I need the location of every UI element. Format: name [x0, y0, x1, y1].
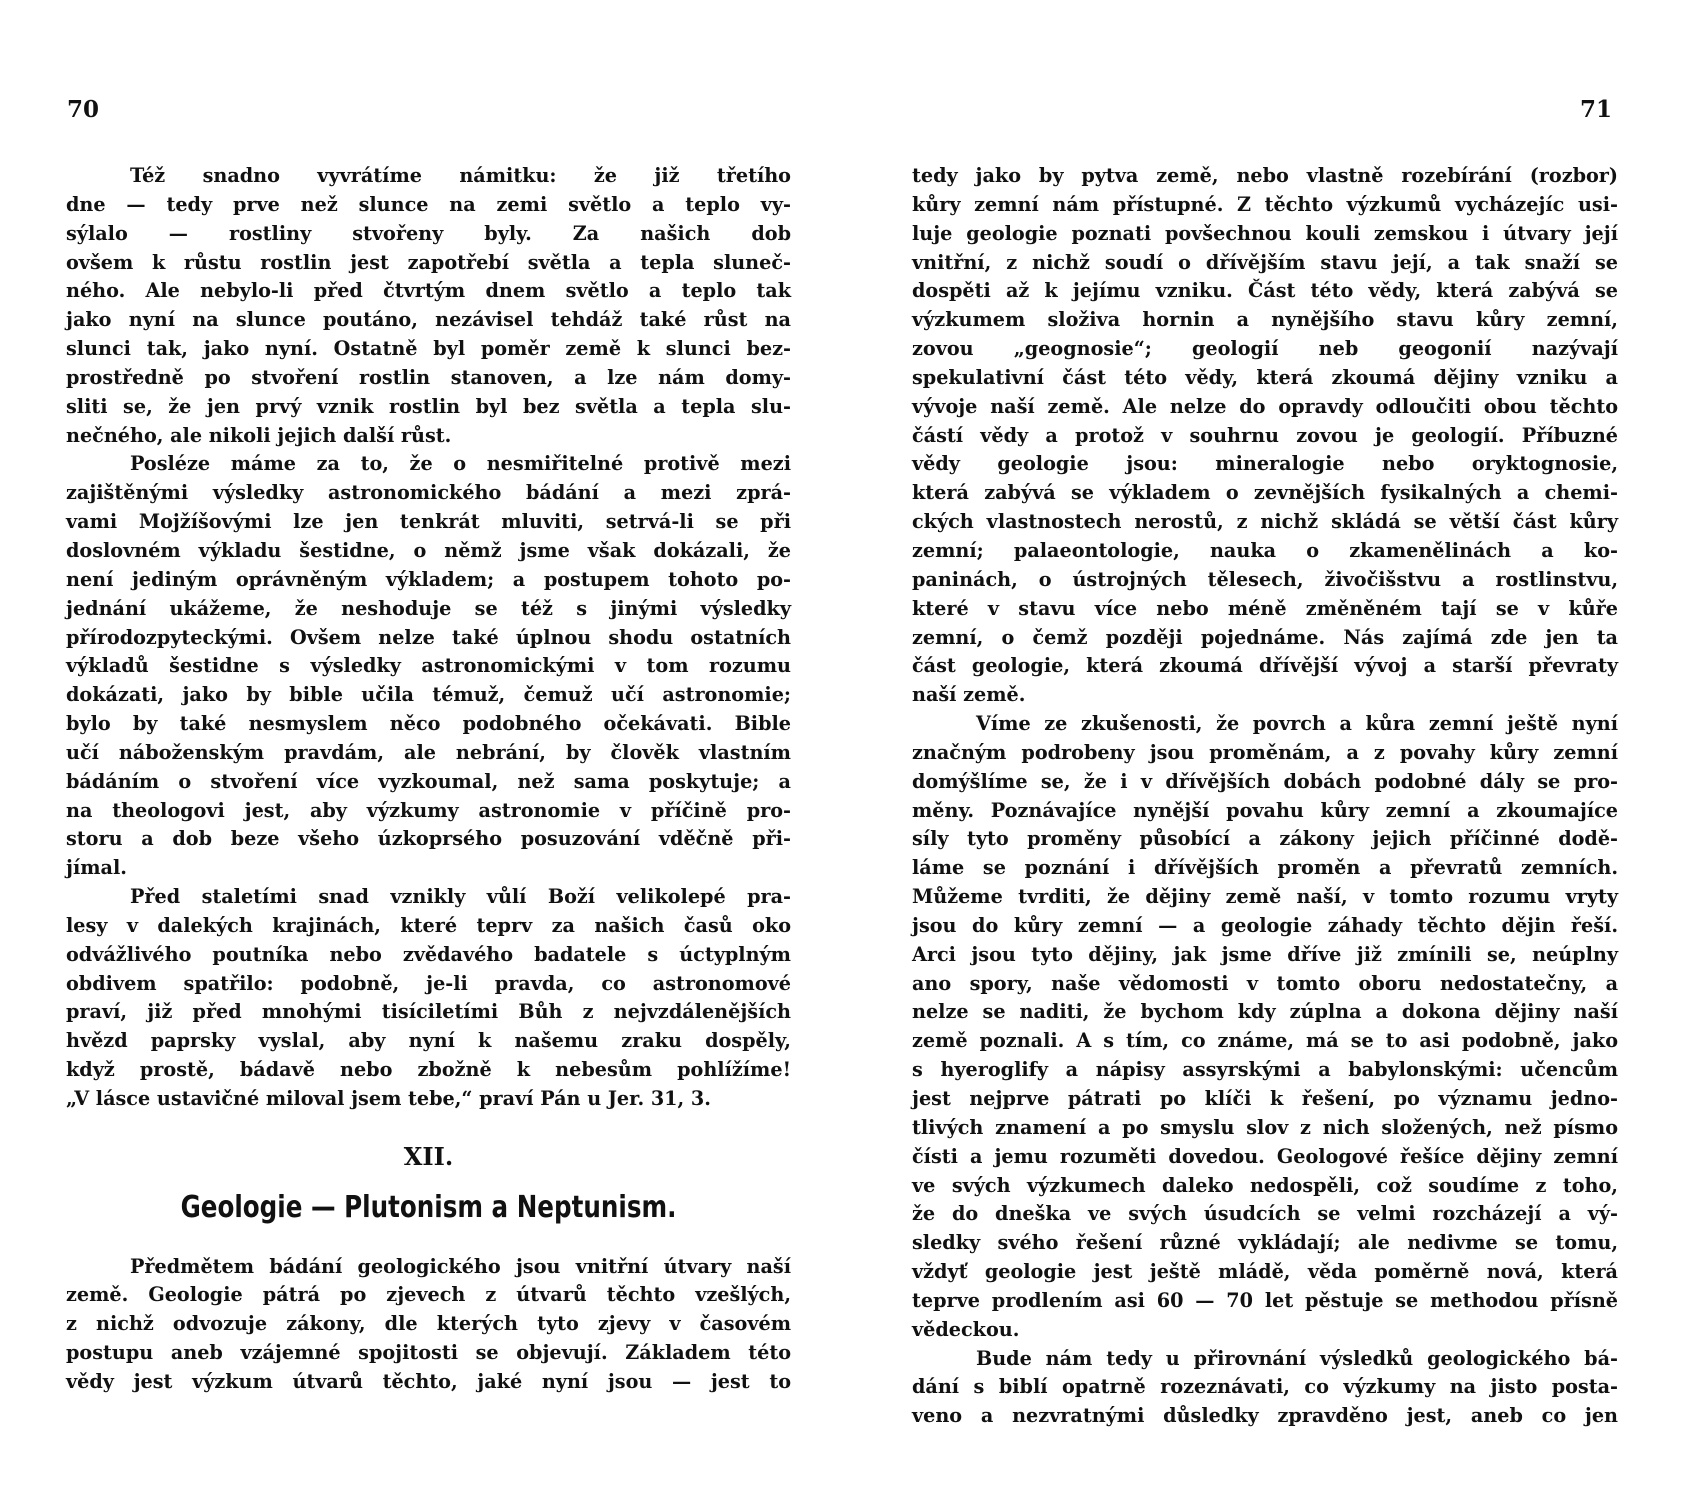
text-line: veno a nezvratnými důsledky zpravděno jest, aneb co jen [912, 1404, 1618, 1428]
text-line: Můžeme tvrditi, že dějiny země naší, v tomto rozumu vryty [912, 885, 1618, 909]
text-line: ve svých výzkumech daleko nedospěli, což soudíme z toho, [912, 1173, 1618, 1197]
text-line: dání s biblí opatrně rozeznávati, co výzkumy na jisto posta- [912, 1375, 1618, 1399]
text-line: naší země. [912, 683, 1026, 707]
text-line: značným podrobeny jsou proměnám, a z povahy kůry zemní [912, 740, 1618, 764]
page-number-left: 70 [67, 96, 100, 123]
text-line: dokázati, jako by bible učila témuž, čemuž učí astronomie; [66, 683, 791, 707]
left-page-column [66, 162, 791, 1397]
text-line: obdivem spatřilo: podobně, je-li pravda, co astronomové [66, 971, 791, 995]
text-line: s hyeroglify a nápisy assyrskými a babylonskými: učencům [912, 1058, 1618, 1082]
text-line: postupu aneb vzájemné spojitosti se objevují. Základem této [66, 1341, 791, 1365]
text-line: měny. Poznávajíce nynější povahu kůry zemní a zkoumajíce [912, 798, 1618, 822]
text-line: čísti a jemu rozuměti dovedou. Geologové řešíce dějiny zemní [912, 1144, 1618, 1168]
text-line: luje geologie poznati povšechnou kouli zemskou i útvary její [912, 221, 1618, 245]
text-line: láme se poznání i dřívějších proměn a převratů zemních. [912, 856, 1618, 880]
text-line: kůry zemní nám přístupné. Z těchto výzkumů vycházejíc usi- [912, 192, 1618, 216]
text-line: země poznali. A s tím, co známe, má se to asi podobně, jako [912, 1029, 1618, 1053]
text-line: které v stavu více nebo méně změněném tají se v kůře [912, 596, 1618, 620]
text-line: paninách, o ústrojných tělesech, živočišstvu a rostlinstvu, [912, 567, 1618, 591]
text-line: doslovném výkladu šestidne, o němž jsme však dokázali, že [66, 538, 791, 562]
text-line: část geologie, která zkoumá dřívější vývoj a starší převraty [912, 654, 1618, 678]
text-line: ného. Ale nebylo-li před čtvrtým dnem světlo a teplo tak [66, 279, 791, 303]
text-line: prostředně po stvoření rostlin stanoven, a lze nám domy- [66, 365, 791, 389]
text-line: praví, již před mnohými tisíciletími Bůh z nejvzdálenějších [66, 1000, 791, 1024]
text-line: vždyť geologie jest ještě mládě, věda poměrně nová, která [912, 1260, 1618, 1284]
text-line: nečného, ale nikoli jejich další růst. [66, 423, 452, 447]
text-line: spekulativní část této vědy, která zkoumá dějiny vzniku a [912, 365, 1618, 389]
text-line: ano spory, naše vědomosti v tomto oboru nedostatečny, a [912, 971, 1618, 995]
text-line: vami Mojžíšovými lze jen tenkrát mluviti, setrvá-li se při [66, 510, 791, 534]
text-line: síly tyto proměny působící a zákony jejich příčinné dodě- [912, 827, 1618, 851]
text-line: jako nyní na slunce poutáno, nezávisel tehdáž také růst na [66, 308, 791, 332]
text-line: odvážlivého poutníka nebo zvědavého badatele s úctyplným [66, 942, 791, 966]
text-line: lesy v dalekých krajinách, které teprv za našich časů oko [66, 913, 791, 937]
text-line: dospěti až k jejímu vzniku. Část této vědy, která zabývá se [912, 279, 1618, 303]
paragraph [912, 710, 1618, 1345]
text-line: nelze se naditi, že bychom kdy zúplna a dokona dějiny naší [912, 1000, 1618, 1024]
text-line: zajištěnými výsledky astronomického bádání a mezi zprá- [66, 481, 791, 505]
text-line: vědy geologie jsou: mineralogie nebo oryktognosie, [912, 452, 1618, 476]
text-line: jímal. [66, 856, 127, 880]
text-line: domýšlíme se, že i v dřívějších dobách podobné dály se pro- [912, 769, 1618, 793]
text-line: Též snadno vyvrátíme námitku: že již třetího [130, 164, 791, 187]
text-line: vnitřní, z nichž soudí o dřívějším stavu její, a tak snaží se [912, 250, 1618, 274]
text-line: Posléze máme za to, že o nesmiřitelné protivě mezi [130, 452, 791, 476]
text-line: zovou „geognosie“; geologií neb geogonií nazývají [912, 337, 1618, 361]
text-line: jsou do kůry zemní — a geologie záhady těchto dějin řeší. [912, 913, 1618, 937]
text-line: jednání ukážeme, že neshoduje se též s jinými výsledky [66, 596, 791, 620]
text-line: výzkumem složiva hornin a nynějšího stavu kůry zemní, [912, 308, 1618, 332]
text-line: tlivých znamení a po smyslu slov z nich složených, než písmo [912, 1115, 1618, 1139]
text-line: Bude nám tedy u přirovnání výsledků geologického bá- [976, 1346, 1618, 1370]
text-line: že do dneška ve svých úsudcích se velmi rozcházejí a vý- [912, 1202, 1618, 1226]
text-line: teprve prodlením asi 60 — 70 let pěstuje se methodou přísně [912, 1288, 1618, 1312]
text-line: sledky svého řešení různé vykládají; ale nedivme se tomu, [912, 1231, 1618, 1255]
text-line: přírodozpyteckými. Ovšem nelze také úplnou shodu ostatních [66, 625, 791, 649]
text-line: „V lásce ustavičné miloval jsem tebe,“ praví Pán u Jer. 31, 3. [66, 1087, 711, 1110]
text-line: Před staletími snad vznikly vůlí Boží velikolepé pra- [130, 885, 791, 909]
text-line: jest nejprve pátrati po klíči k řešení, po významu jedno- [912, 1087, 1618, 1110]
text-line: vývoje naší země. Ale nelze do opravdy odloučiti obou těchto [912, 394, 1618, 418]
text-line: která zabývá se výkladem o zevnějších fysikalných a chemi- [912, 481, 1618, 505]
paragraph [66, 162, 791, 450]
section-title: Geologie — Plutonism a Neptunism. [180, 1189, 677, 1225]
text-line: Víme ze zkušenosti, že povrch a kůra zemní ještě nyní [976, 712, 1618, 736]
text-line: zemní; palaeontologie, nauka o zkamenělinách a ko- [912, 538, 1618, 562]
text-line: sýlalo — rostliny stvořeny byly. Za našich dob [66, 221, 791, 245]
text-line: bylo by také nesmyslem něco podobného očekávati. Bible [66, 712, 791, 736]
text-line: dne — tedy prve než slunce na zemi světlo a teplo vy- [66, 192, 791, 216]
text-line: částí vědy a protož v souhrnu zovou je geologií. Příbuzné [912, 423, 1618, 447]
paragraph [66, 883, 791, 1114]
text-line: země. Geologie pátrá po zjevech z útvarů těchto vzešlých, [66, 1283, 791, 1307]
text-line: hvězd paprsky vyslal, aby nyní k našemu zraku dospěly, [66, 1029, 791, 1053]
paragraph [66, 1253, 791, 1397]
text-line: Arci jsou tyto dějiny, jak jsme dříve již zmínili se, neúplny [912, 942, 1618, 966]
text-line: vědy jest výzkum útvarů těchto, jaké nyní jsou — jest to [66, 1369, 791, 1393]
text-line: sliti se, že jen prvý vznik rostlin byl bez světla a tepla slu- [66, 394, 791, 418]
text-line: Předmětem bádání geologického jsou vnitřní útvary naší [130, 1254, 791, 1278]
text-line: učí náboženským pravdám, ale nebrání, by člověk vlastním [66, 740, 791, 764]
text-line: když prostě, bádavě nebo zbožně k nebesům pohlížíme! [66, 1058, 791, 1082]
paragraph [912, 162, 1618, 710]
text-line: ckých vlastnostech nerostů, z nichž skládá se větší část kůry [912, 510, 1618, 534]
text-line: slunci tak, jako nyní. Ostatně byl poměr země k slunci bez- [66, 337, 791, 361]
text-line: ovšem k růstu rostlin jest zapotřebí světla a tepla slunеč- [66, 250, 791, 274]
text-line: bádáním o stvoření více vyzkoumal, než sama poskytuje; a [66, 769, 791, 793]
text-line: storu a dob beze všeho úzkoprsého posuzování vděčně při- [66, 827, 791, 851]
section-number: XII. [403, 1141, 454, 1171]
paragraph [66, 450, 791, 883]
text-line: výkladů šestidne s výsledky astronomickými v tom rozumu [66, 654, 791, 678]
text-line: není jediným oprávněným výkladem; a postupem tohoto po- [66, 567, 791, 591]
text-line: tedy jako by pytva země, nebo vlastně rozebírání (rozbor) [912, 164, 1618, 187]
text-line: zemní, o čemž později pojednáme. Nás zajímá zde jen ta [912, 625, 1618, 649]
text-line: z nichž odvozuje zákony, dle kterých tyto zjevy v časovém [66, 1312, 791, 1336]
text-line: vědeckou. [912, 1317, 1020, 1341]
page-number-right: 71 [1579, 96, 1612, 123]
right-page-column [912, 162, 1618, 1431]
text-line: na theologovi jest, aby výzkumy astronomie v příčině pro- [66, 798, 791, 822]
paragraph [912, 1345, 1618, 1432]
